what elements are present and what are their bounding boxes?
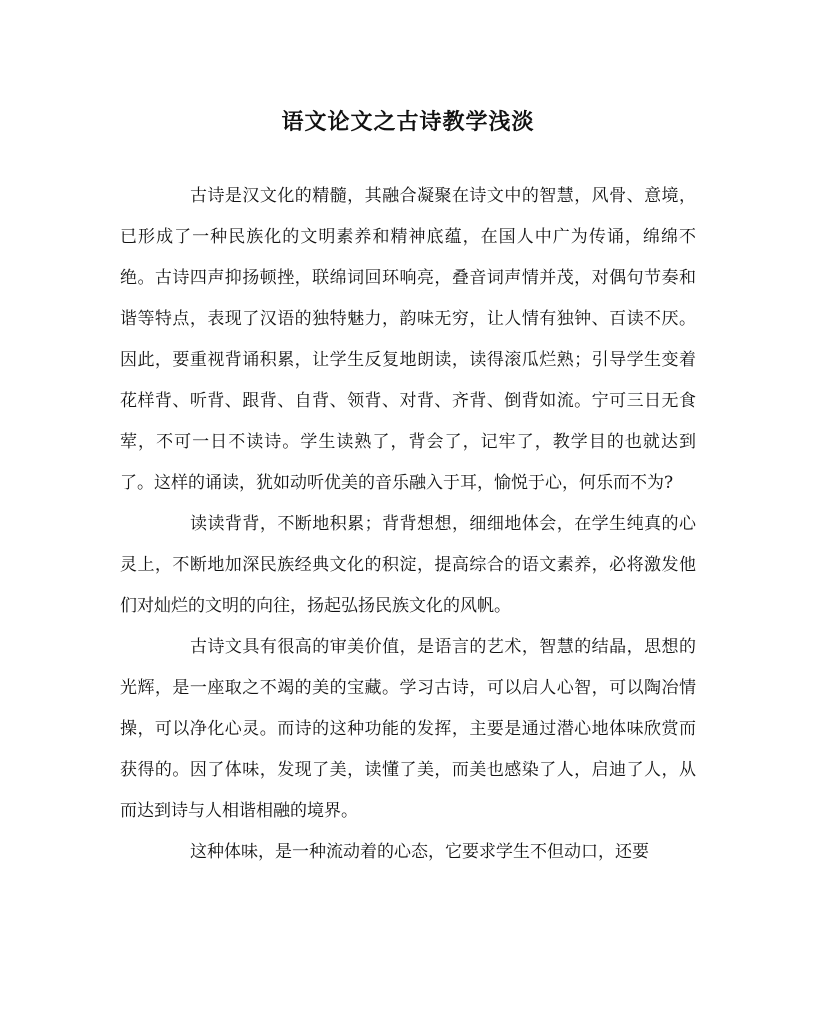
paragraph-1: 古诗是汉文化的精髓，其融合凝聚在诗文中的智慧，风骨、意境，已形成了一种民族化的文明素养和精神底蕴，在国人中广为传诵，绵绵不绝。古诗四声抑扬顿挫，联绵词回环响亮，叠音词声情并茂，对偶句节奏和谐等特点，表现了汉语的独特魅力，韵味无穷，让人情有独钟、百读不厌。因此，要重视背诵积累，让学生反复地朗读，读得滚瓜烂熟；引导学生变着花样背、听背、跟背、自背、领背、对背、齐背、倒背如流。宁可三日无食荤，不可一日不读诗。学生读熟了，背会了，记牢了，教学目的也就达到了。这样的诵读，犹如动听优美的音乐融入于耳，愉悦于心，何乐而不为?: [120, 186, 696, 493]
document-body: [120, 176, 696, 873]
paragraph-4: 这种体味，是一种流动着的心态，它要求学生不但动口，还要: [190, 842, 649, 862]
paragraph-3: 古诗文具有很高的审美价值，是语言的艺术，智慧的结晶，思想的光辉，是一座取之不竭的美的宝藏。学习古诗，可以启人心智，可以陶冶情操，可以净化心灵。而诗的这种功能的发挥，主要是通过潜心地体味欣赏而获得的。因了体味，发现了美，读懂了美，而美也感染了人，启迪了人，从而达到诗与人相谐相融的境界。: [120, 637, 696, 821]
paragraph-2: 读读背背，不断地积累；背背想想，细细地体会，在学生纯真的心灵上，不断地加深民族经典文化的积淀，提高综合的语文素养，必将激发他们对灿烂的文明的向往，扬起弘扬民族文化的风帆。: [120, 514, 696, 616]
document-title: 语文论文之古诗教学浅淡: [281, 109, 535, 135]
